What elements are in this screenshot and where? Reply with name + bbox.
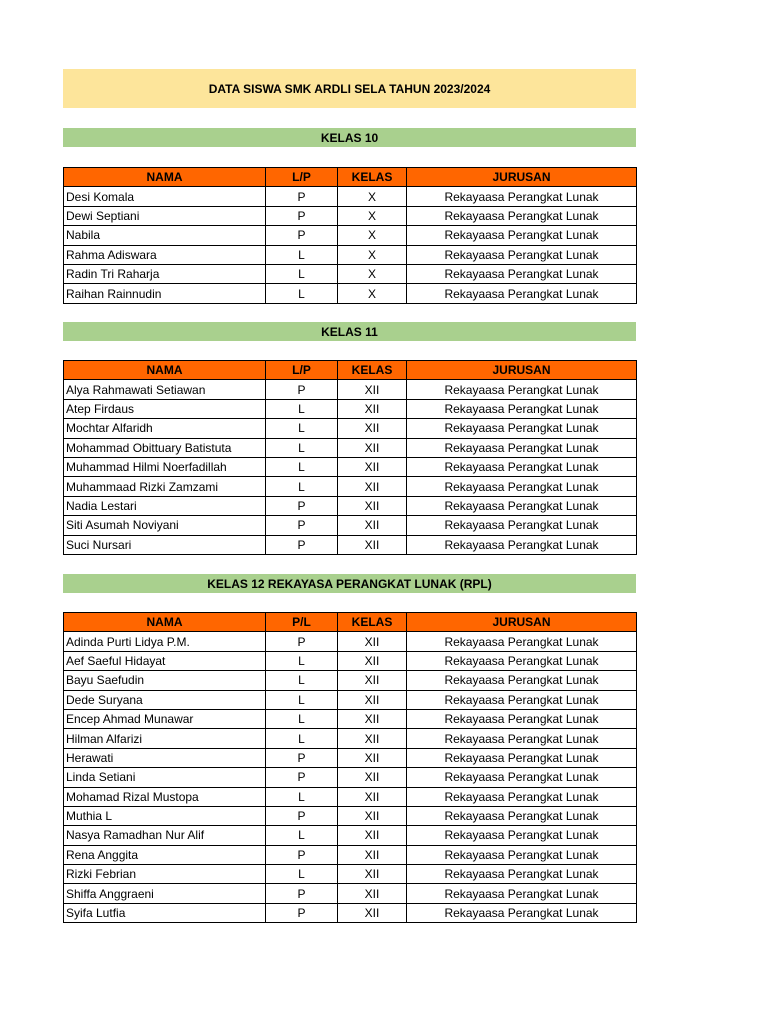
cell-kelas: XII (338, 709, 407, 728)
cell-jurusan: Rekayaasa Perangkat Lunak (407, 535, 637, 554)
column-header-kelas: KELAS (338, 361, 407, 380)
table-row (64, 845, 637, 864)
cell-gender: P (266, 187, 338, 206)
cell-nama: Nabila (64, 226, 266, 245)
cell-kelas: XII (338, 380, 407, 399)
table-kelas-10 (63, 167, 637, 304)
table-row (64, 516, 637, 535)
column-header-jurusan: JURUSAN (407, 168, 637, 187)
cell-jurusan: Rekayaasa Perangkat Lunak (407, 380, 637, 399)
cell-jurusan: Rekayaasa Perangkat Lunak (407, 419, 637, 438)
table-row (64, 768, 637, 787)
cell-nama: Mochtar Alfaridh (64, 419, 266, 438)
table-row (64, 865, 637, 884)
cell-nama: Herawati (64, 748, 266, 767)
cell-gender: L (266, 787, 338, 806)
table-header-row (64, 361, 637, 380)
cell-jurusan: Rekayaasa Perangkat Lunak (407, 187, 637, 206)
table-row (64, 826, 637, 845)
table-row (64, 419, 637, 438)
cell-nama: Shiffa Anggraeni (64, 884, 266, 903)
column-header-nama: NAMA (64, 361, 266, 380)
cell-kelas: XII (338, 729, 407, 748)
table-header-row (64, 168, 637, 187)
table-row (64, 284, 637, 303)
cell-nama: Rahma Adiswara (64, 245, 266, 264)
cell-gender: P (266, 226, 338, 245)
cell-nama: Raihan Rainnudin (64, 284, 266, 303)
cell-nama: Nasya Ramadhan Nur Alif (64, 826, 266, 845)
cell-gender: P (266, 206, 338, 225)
cell-nama: Hilman Alfarizi (64, 729, 266, 748)
cell-gender: L (266, 399, 338, 418)
cell-nama: Rizki Febrian (64, 865, 266, 884)
table-row (64, 806, 637, 825)
table-row (64, 903, 637, 922)
cell-gender: L (266, 284, 338, 303)
column-header-nama: NAMA (64, 168, 266, 187)
cell-nama: Suci Nursari (64, 535, 266, 554)
table-row (64, 399, 637, 418)
cell-kelas: XII (338, 457, 407, 476)
cell-kelas: XII (338, 477, 407, 496)
document-title: DATA SISWA SMK ARDLI SELA TAHUN 2023/2024 (63, 69, 636, 108)
section-heading-kelas-12-rpl: KELAS 12 REKAYASA PERANGKAT LUNAK (RPL) (63, 574, 636, 593)
cell-gender: P (266, 903, 338, 922)
cell-nama: Encep Ahmad Munawar (64, 709, 266, 728)
table-row (64, 671, 637, 690)
cell-gender: P (266, 806, 338, 825)
cell-kelas: XII (338, 806, 407, 825)
cell-nama: Atep Firdaus (64, 399, 266, 418)
cell-jurusan: Rekayaasa Perangkat Lunak (407, 399, 637, 418)
cell-nama: Desi Komala (64, 187, 266, 206)
cell-kelas: XII (338, 826, 407, 845)
cell-jurusan: Rekayaasa Perangkat Lunak (407, 826, 637, 845)
cell-gender: L (266, 690, 338, 709)
cell-jurusan: Rekayaasa Perangkat Lunak (407, 651, 637, 670)
cell-kelas: XII (338, 535, 407, 554)
table-row (64, 264, 637, 283)
cell-kelas: XII (338, 884, 407, 903)
cell-kelas: X (338, 264, 407, 283)
cell-jurusan: Rekayaasa Perangkat Lunak (407, 516, 637, 535)
table-row (64, 651, 637, 670)
cell-gender: L (266, 245, 338, 264)
cell-gender: P (266, 748, 338, 767)
cell-nama: Mohammad Obittuary Batistuta (64, 438, 266, 457)
cell-jurusan: Rekayaasa Perangkat Lunak (407, 226, 637, 245)
cell-gender: L (266, 729, 338, 748)
cell-jurusan: Rekayaasa Perangkat Lunak (407, 264, 637, 283)
cell-nama: Linda Setiani (64, 768, 266, 787)
cell-kelas: X (338, 187, 407, 206)
table-row (64, 438, 637, 457)
cell-jurusan: Rekayaasa Perangkat Lunak (407, 245, 637, 264)
cell-kelas: XII (338, 671, 407, 690)
cell-gender: P (266, 632, 338, 651)
cell-kelas: XII (338, 651, 407, 670)
column-header-gender: L/P (266, 168, 338, 187)
cell-kelas: XII (338, 903, 407, 922)
table-row (64, 457, 637, 476)
cell-jurusan: Rekayaasa Perangkat Lunak (407, 632, 637, 651)
cell-gender: L (266, 438, 338, 457)
cell-gender: P (266, 516, 338, 535)
column-header-jurusan: JURUSAN (407, 613, 637, 632)
cell-gender: L (266, 826, 338, 845)
cell-gender: L (266, 865, 338, 884)
cell-nama: Syifa Lutfia (64, 903, 266, 922)
cell-jurusan: Rekayaasa Perangkat Lunak (407, 748, 637, 767)
column-header-nama: NAMA (64, 613, 266, 632)
cell-jurusan: Rekayaasa Perangkat Lunak (407, 729, 637, 748)
cell-gender: P (266, 845, 338, 864)
cell-nama: Muthia L (64, 806, 266, 825)
cell-nama: Adinda Purti Lidya P.M. (64, 632, 266, 651)
cell-kelas: XII (338, 865, 407, 884)
table-row (64, 729, 637, 748)
table-row (64, 535, 637, 554)
cell-kelas: X (338, 206, 407, 225)
cell-gender: P (266, 768, 338, 787)
cell-jurusan: Rekayaasa Perangkat Lunak (407, 284, 637, 303)
column-header-kelas: KELAS (338, 613, 407, 632)
cell-jurusan: Rekayaasa Perangkat Lunak (407, 671, 637, 690)
column-header-jurusan: JURUSAN (407, 361, 637, 380)
cell-kelas: XII (338, 632, 407, 651)
cell-kelas: X (338, 226, 407, 245)
table-row (64, 709, 637, 728)
table-row (64, 690, 637, 709)
table-kelas-12-rpl (63, 612, 637, 923)
cell-kelas: XII (338, 419, 407, 438)
cell-nama: Muhammad Hilmi Noerfadillah (64, 457, 266, 476)
cell-gender: L (266, 264, 338, 283)
table-row (64, 787, 637, 806)
table-row (64, 245, 637, 264)
table-header-row (64, 613, 637, 632)
cell-jurusan: Rekayaasa Perangkat Lunak (407, 457, 637, 476)
cell-gender: P (266, 496, 338, 515)
table-row (64, 632, 637, 651)
table-row (64, 206, 637, 225)
cell-kelas: X (338, 284, 407, 303)
table-row (64, 226, 637, 245)
cell-kelas: XII (338, 768, 407, 787)
table-row (64, 380, 637, 399)
cell-jurusan: Rekayaasa Perangkat Lunak (407, 768, 637, 787)
cell-nama: Dewi Septiani (64, 206, 266, 225)
cell-kelas: XII (338, 438, 407, 457)
cell-gender: L (266, 709, 338, 728)
cell-jurusan: Rekayaasa Perangkat Lunak (407, 806, 637, 825)
cell-jurusan: Rekayaasa Perangkat Lunak (407, 884, 637, 903)
cell-kelas: XII (338, 516, 407, 535)
column-header-gender: L/P (266, 361, 338, 380)
cell-jurusan: Rekayaasa Perangkat Lunak (407, 903, 637, 922)
cell-jurusan: Rekayaasa Perangkat Lunak (407, 438, 637, 457)
cell-gender: P (266, 380, 338, 399)
cell-nama: Muhammaad Rizki Zamzami (64, 477, 266, 496)
table-row (64, 884, 637, 903)
cell-kelas: XII (338, 690, 407, 709)
cell-nama: Nadia Lestari (64, 496, 266, 515)
cell-gender: L (266, 671, 338, 690)
column-header-kelas: KELAS (338, 168, 407, 187)
table-row (64, 477, 637, 496)
cell-kelas: XII (338, 845, 407, 864)
section-heading-kelas-10: KELAS 10 (63, 128, 636, 147)
cell-nama: Alya Rahmawati Setiawan (64, 380, 266, 399)
cell-jurusan: Rekayaasa Perangkat Lunak (407, 709, 637, 728)
cell-kelas: X (338, 245, 407, 264)
section-heading-kelas-11: KELAS 11 (63, 322, 636, 341)
cell-gender: P (266, 535, 338, 554)
cell-nama: Siti Asumah Noviyani (64, 516, 266, 535)
cell-kelas: XII (338, 496, 407, 515)
cell-gender: L (266, 651, 338, 670)
cell-nama: Radin Tri Raharja (64, 264, 266, 283)
cell-jurusan: Rekayaasa Perangkat Lunak (407, 206, 637, 225)
cell-gender: P (266, 884, 338, 903)
column-header-gender: P/L (266, 613, 338, 632)
table-row (64, 496, 637, 515)
cell-nama: Dede Suryana (64, 690, 266, 709)
cell-jurusan: Rekayaasa Perangkat Lunak (407, 845, 637, 864)
cell-jurusan: Rekayaasa Perangkat Lunak (407, 690, 637, 709)
table-row (64, 748, 637, 767)
cell-jurusan: Rekayaasa Perangkat Lunak (407, 477, 637, 496)
cell-gender: L (266, 419, 338, 438)
cell-jurusan: Rekayaasa Perangkat Lunak (407, 787, 637, 806)
cell-nama: Rena Anggita (64, 845, 266, 864)
cell-jurusan: Rekayaasa Perangkat Lunak (407, 865, 637, 884)
cell-nama: Aef Saeful Hidayat (64, 651, 266, 670)
cell-nama: Mohamad Rizal Mustopa (64, 787, 266, 806)
cell-kelas: XII (338, 748, 407, 767)
cell-gender: L (266, 457, 338, 476)
table-kelas-11 (63, 360, 637, 555)
table-row (64, 187, 637, 206)
cell-kelas: XII (338, 787, 407, 806)
cell-jurusan: Rekayaasa Perangkat Lunak (407, 496, 637, 515)
cell-kelas: XII (338, 399, 407, 418)
cell-gender: L (266, 477, 338, 496)
cell-nama: Bayu Saefudin (64, 671, 266, 690)
